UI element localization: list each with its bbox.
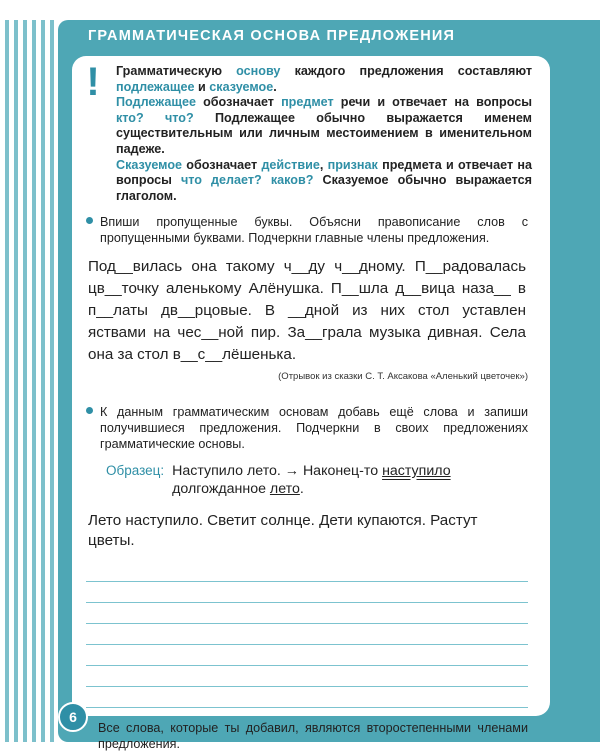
example-subject: лето [269,481,300,498]
term-osnova: основу [236,64,281,78]
page-title: ГРАММАТИЧЕСКАЯ ОСНОВА ПРЕДЛОЖЕНИЯ [88,28,456,44]
decorative-stripes [0,20,58,742]
term-skazuemoe: сказуемое [209,79,274,94]
rule-paragraph-1: Грамматическую основу каждого предложения составляют подлежащее и сказуемое. [116,64,532,94]
rule-paragraph-3: Сказуемое обозначает действие, признак предмета и отвечает на вопросы что делает? каков? Сказуемое обычно выражается глаголом. [116,157,532,203]
example-block [106,462,530,498]
task-1-instruction: Впиши пропущенные буквы. Объясни правописание слов с пропущенными буквами. Подчеркни главные члены предложения. [72,214,550,246]
writing-line[interactable] [86,561,528,582]
writing-line[interactable] [86,687,528,708]
task-2-instruction: К данным грамматическим основам добавь ещё слова и запиши получившиеся предложения. Подчеркни в своих предложениях грамматические основы. [72,404,550,452]
writing-line[interactable] [86,624,528,645]
writing-line[interactable] [86,666,528,687]
writing-lines[interactable] [86,561,528,708]
bullet-icon [86,407,93,414]
writing-line[interactable] [86,582,528,603]
footnote: Все слова, которые ты добавил, являются второстепенными членами предложения. [98,721,528,752]
example-label: Образец: [106,463,165,479]
fill-in-passage: Под__вилась она такому ч__ду ч__дному. П__радовалась цв__точку аленькому Алёнушка. П__шла д__вица наза__ в п__латы дв__рцовые. В __дной из них стол уставлен яствами на чес__ной пир. За__грала музыка дивная. Села она за стол в__с__лёшенька. [88,258,526,364]
content-card [72,56,550,752]
rule-paragraph-2: Подлежащее обозначает предмет речи и отвечает на вопросы кто? что? Подлежащее обычно выражается именем существительным или личным местоимением в именительном падеже. [116,95,532,156]
example-text: Наступило лето. → Наконец-то наступило долгожданное лето. [172,463,451,498]
source-citation: (Отрывок из сказки С. Т. Аксакова «Аленький цветочек») [278,371,528,383]
base-sentences: Лето наступило. Светит солнце. Дети купаются. Растут цветы. [88,512,478,550]
writing-line[interactable] [86,645,528,666]
bullet-icon [86,217,93,224]
writing-line[interactable] [86,603,528,624]
example-predicate: наступило [382,463,451,480]
page-number: 6 [58,702,88,732]
exclamation-icon: ! [86,60,100,104]
rule-box [72,56,550,204]
term-podlezhashchee: подлежащее [116,79,195,94]
